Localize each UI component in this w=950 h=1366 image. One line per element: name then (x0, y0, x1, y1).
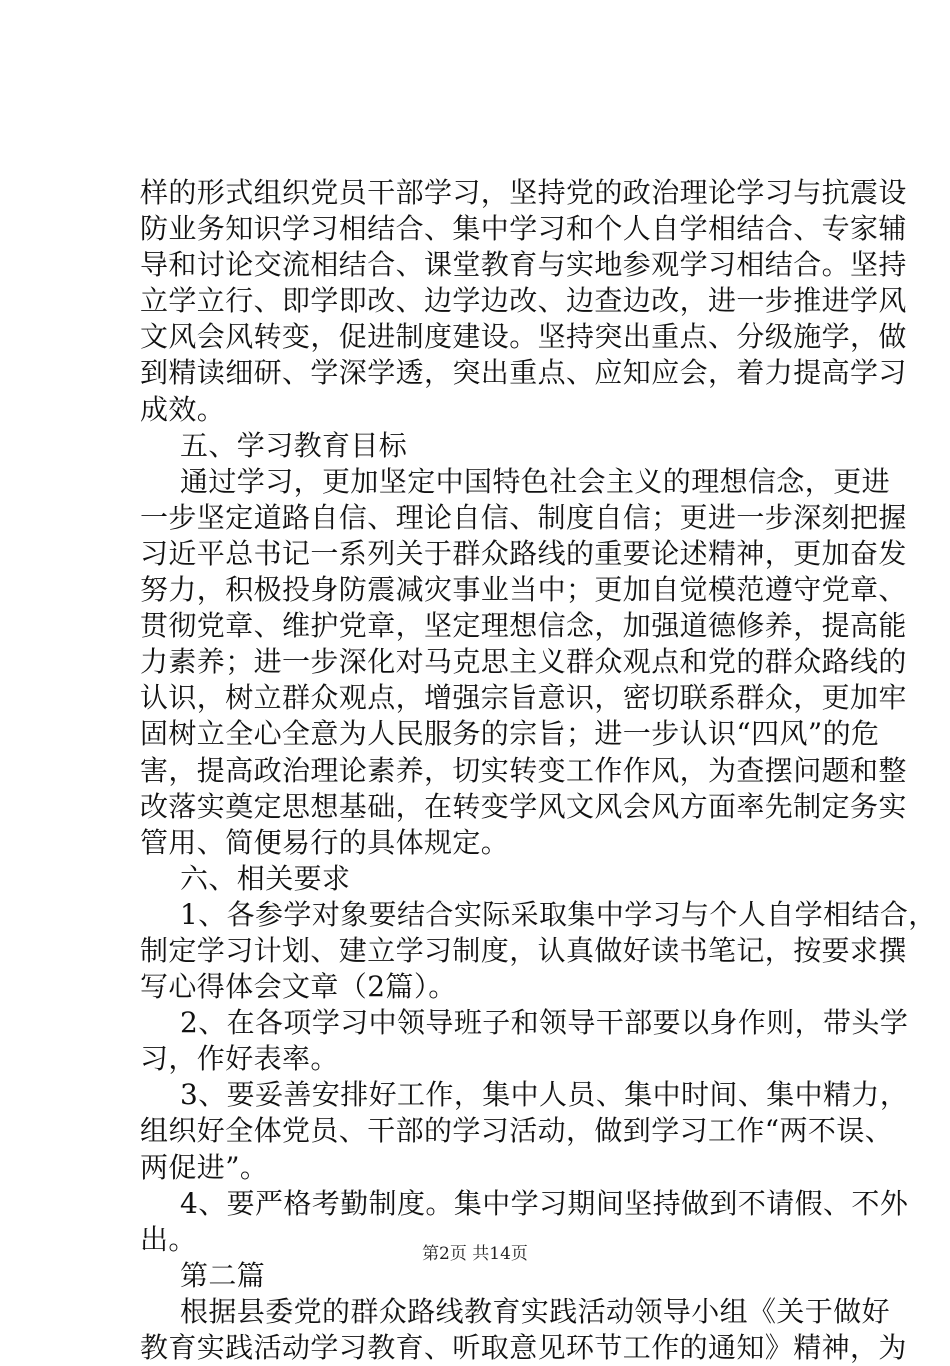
paragraph (140, 1005, 909, 1077)
text-line: 力素养；进一步深化对马克思主义群众观点和党的群众路线的 (140, 645, 907, 679)
text-line: 写心得体会文章（2篇）。 (140, 970, 457, 1004)
text-line: 第二篇 (180, 1258, 266, 1292)
text-line: 出。 (140, 1222, 197, 1256)
text-line: 文风会风转变，促进制度建设。坚持突出重点、分级施学，做 (140, 320, 907, 354)
text-line: 贯彻党章、维护党章，坚定理想信念，加强道德修养，提高能 (140, 609, 907, 643)
text-line: 4、要严格考勤制度。集中学习期间坚持做到不请假、不外 (180, 1186, 909, 1220)
text-line: 五、学习教育目标 (180, 428, 408, 462)
document-body (140, 175, 937, 1366)
text-line: 3、要妥善安排好工作，集中人员、集中时间、集中精力， (180, 1078, 909, 1112)
text-line: 根据县委党的群众路线教育实践活动领导小组《关于做好 (180, 1294, 891, 1328)
text-line: 改落实奠定思想基础，在转变学风文风会风方面率先制定务实 (140, 789, 907, 823)
text-line: 习近平总书记一系列关于群众路线的重要论述精神，更加奋发 (140, 536, 907, 570)
text-line: 防业务知识学习相结合、集中学习和个人自学相结合、专家辅 (140, 212, 907, 246)
text-line: 导和讨论交流相结合、课堂教育与实地参观学习相结合。坚持 (140, 248, 907, 282)
text-line: 到精读细研、学深学透，突出重点、应知应会，着力提高学习 (140, 356, 907, 390)
paragraph (140, 428, 840, 464)
paragraph (140, 1294, 907, 1366)
text-line: 认识，树立群众观点，增强宗旨意识，密切联系群众，更加牢 (140, 681, 907, 715)
text-line: 立学立行、即学即改、边学边改、边查边改，进一步推进学风 (140, 284, 907, 318)
page-footer: 第2页 共14页 (422, 1244, 528, 1264)
text-line: 教育实践活动学习教育、听取意见环节工作的通知》精神，为 (140, 1331, 907, 1364)
paragraph (140, 464, 907, 861)
text-line: 成效。 (140, 392, 226, 426)
text-line: 努力，积极投身防震减灾事业当中；更加自觉模范遵守党章、 (140, 573, 907, 607)
text-line: 一步坚定道路自信、理论自信、制度自信；更进一步深刻把握 (140, 500, 907, 534)
paragraph (140, 175, 907, 428)
text-line: 2、在各项学习中领导班子和领导干部要以身作则，带头学 (180, 1006, 909, 1040)
text-line: 组织好全体党员、干部的学习活动，做到学习工作“两不误、 (140, 1114, 894, 1148)
text-line: 制定学习计划、建立学习制度，认真做好读书笔记，按要求撰 (140, 933, 907, 967)
paragraph (140, 861, 840, 897)
paragraph (140, 1077, 909, 1185)
text-line: 害，提高政治理论素养，切实转变工作作风，为查摆问题和整 (140, 753, 907, 787)
text-line: 1、各参学对象要结合实际采取集中学习与个人自学相结合， (180, 897, 937, 931)
text-line: 习，作好表率。 (140, 1042, 339, 1076)
text-line: 六、相关要求 (180, 861, 351, 895)
text-line: 通过学习，更加坚定中国特色社会主义的理想信念，更进 (180, 464, 891, 498)
text-line: 样的形式组织党员干部学习，坚持党的政治理论学习与抗震设 (140, 176, 907, 209)
text-line: 固树立全心全意为人民服务的宗旨；进一步认识“四风”的危 (140, 717, 880, 751)
paragraph (140, 897, 937, 1005)
text-line: 管用、简便易行的具体规定。 (140, 825, 510, 859)
text-line: 两促进”。 (140, 1150, 269, 1184)
